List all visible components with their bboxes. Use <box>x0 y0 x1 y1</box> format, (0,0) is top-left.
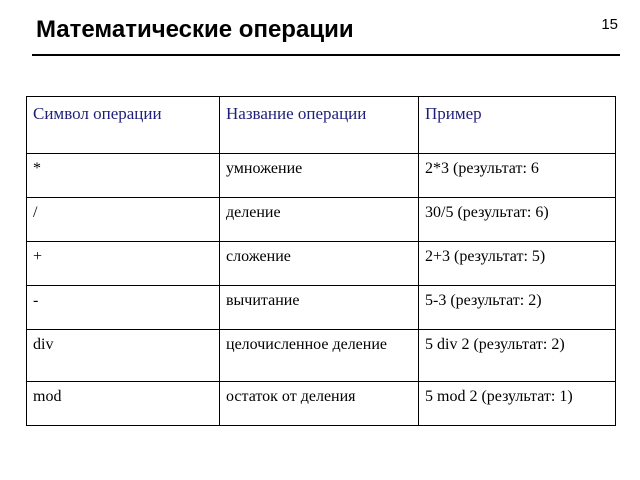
table-row <box>27 242 616 286</box>
header-name: Название операции <box>220 97 419 154</box>
cell-symbol: div <box>27 330 220 382</box>
cell-name: остаток от деления <box>220 382 419 426</box>
cell-example: 2*3 (результат: 6 <box>419 154 616 198</box>
cell-example: 5-3 (результат: 2) <box>419 286 616 330</box>
table-row <box>27 330 616 382</box>
cell-name: деление <box>220 198 419 242</box>
title-underline <box>32 54 620 56</box>
table-row <box>27 198 616 242</box>
cell-example: 2+3 (результат: 5) <box>419 242 616 286</box>
cell-example: 30/5 (результат: 6) <box>419 198 616 242</box>
cell-symbol: - <box>27 286 220 330</box>
page-number: 15 <box>601 16 618 33</box>
cell-symbol: mod <box>27 382 220 426</box>
cell-example: 5 div 2 (результат: 2) <box>419 330 616 382</box>
table-row <box>27 382 616 426</box>
cell-symbol: / <box>27 198 220 242</box>
operations-table <box>26 96 616 426</box>
cell-name: сложение <box>220 242 419 286</box>
cell-symbol: + <box>27 242 220 286</box>
table-row <box>27 286 616 330</box>
cell-symbol: * <box>27 154 220 198</box>
cell-name: умножение <box>220 154 419 198</box>
cell-name: целочисленное деление <box>220 330 419 382</box>
header-symbol: Символ операции <box>27 97 220 154</box>
table-row <box>27 154 616 198</box>
cell-example: 5 mod 2 (результат: 1) <box>419 382 616 426</box>
table-header-row <box>27 97 616 154</box>
cell-name: вычитание <box>220 286 419 330</box>
header-example: Пример <box>419 97 616 154</box>
slide-title: Математические операции <box>36 16 354 43</box>
